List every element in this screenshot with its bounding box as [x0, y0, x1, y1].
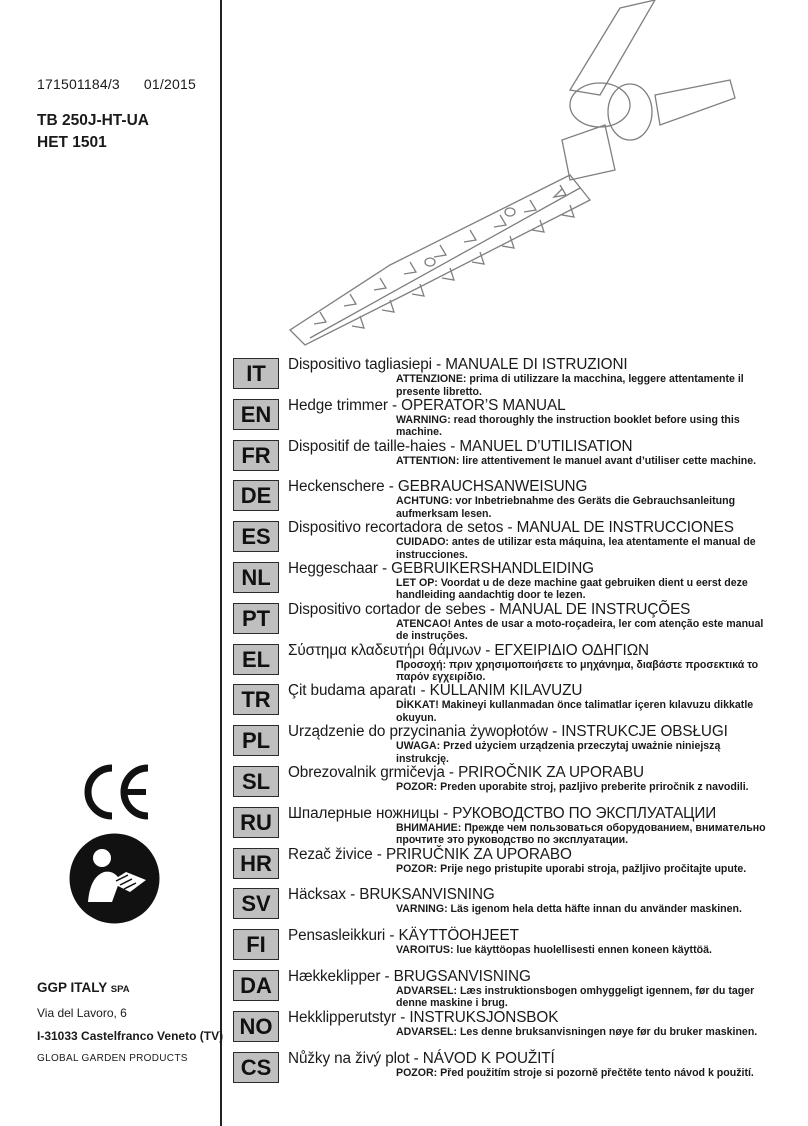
ce-mark-icon: [82, 762, 152, 822]
warning-text: LET OP: Voordat u de deze machine gaat gebruiken dient u eerst deze handleiding aandachtig door te lezen.: [396, 576, 748, 602]
warning-text: CUIDADO: antes de utilizar esta máquina, lea atentamente el manual de instrucciones.: [396, 536, 756, 561]
company-tagline: GLOBAL GARDEN PRODUCTS: [37, 1053, 188, 1064]
manual-title: Häcksax - BRUKSANVISNING: [288, 886, 495, 904]
manual-title: Heggeschaar - GEBRUIKERSHANDLEIDING: [288, 559, 594, 577]
manual-title: Dispositivo cortador de sebes - MANUAL DE INSTRUÇÕES: [288, 600, 691, 618]
language-code-badge: FI: [233, 929, 279, 960]
warning-text: POZOR: Prije nego pristupite uporabi stroja, pažljivo pročitajte upute.: [396, 862, 747, 875]
language-row-el: [233, 643, 793, 684]
manual-title: Nůžky na živý plot - NÁVOD K POUŽITÍ: [288, 1049, 555, 1067]
language-row-nl: [233, 561, 793, 602]
manual-title: Çit budama aparatı - KULLANIM KILAVUZU: [288, 682, 583, 700]
language-code-badge: HR: [233, 848, 279, 879]
language-row-de: [233, 479, 793, 520]
document-date: 01/2015: [143, 76, 196, 92]
language-row-ru: [233, 806, 793, 847]
language-code-badge: CS: [233, 1052, 279, 1083]
manual-title: Obrezovalnik grmičevja - PRIROČNIK ZA UPORABU: [288, 763, 644, 781]
vertical-divider: [220, 0, 222, 1126]
language-code-badge: PT: [233, 603, 279, 634]
language-row-fi: [233, 928, 793, 969]
warning-text: DİKKAT! Makineyi kullanmadan önce talimatlar içeren kılavuzu dikkatle okuyun.: [396, 699, 754, 724]
language-list: [233, 357, 793, 1091]
warning-text: ADVARSEL: Læs instruktionsbogen omhyggeligt igennem, før du tager denne maskine i brug.: [396, 984, 755, 1010]
warning-text: VAROITUS: lue käyttöopas huolellisesti ennen koneen käyttöä.: [396, 944, 712, 957]
document-number-line: [37, 76, 196, 92]
language-row-sv: [233, 887, 793, 928]
warning-text: POZOR: Preden uporabite stroj, pazljivo preberite priročnik z navodili.: [396, 780, 749, 793]
warning-text: ATENCAO! Antes de usar a moto-roçadeira, ler com atenção este manual de instruções.: [396, 617, 764, 643]
language-code-badge: ES: [233, 521, 279, 552]
company-street: Via del Lavoro, 6: [37, 1006, 127, 1020]
manual-title: Hekklipperutstyr - INSTRUKSJONSBOK: [288, 1008, 559, 1026]
language-row-pl: [233, 724, 793, 765]
language-code-badge: FR: [233, 440, 279, 471]
manual-title: Urządzenie do przycinania żywopłotów - INSTRUKCJE OBSŁUGI: [288, 723, 728, 741]
language-code-badge: IT: [233, 358, 279, 389]
manual-title: Hækkeklipper - BRUGSANVISNING: [288, 967, 531, 985]
language-code-badge: DA: [233, 970, 279, 1001]
language-code-badge: EN: [233, 399, 279, 430]
warning-text: ACHTUNG: vor Inbetriebnahme des Geräts die Gebrauchsanleitung aufmerksam lesen.: [396, 495, 736, 520]
language-row-es: [233, 520, 793, 561]
model-name: HET 1501: [37, 134, 107, 151]
company-name: GGP ITALY: [37, 980, 108, 995]
language-code-badge: RU: [233, 807, 279, 838]
language-row-pt: [233, 602, 793, 643]
manual-title: Pensasleikkuri - KÄYTTÖOHJEET: [288, 927, 519, 945]
manual-title: Σύστημα κλαδευτήρι θάμνων - ΕΓΧΕΙΡΙΔΙΟ ΟΔΗΓΙΩΝ: [288, 641, 649, 659]
company-name-line: [37, 980, 223, 995]
manual-title: Dispositivo recortadora de setos - MANUAL DE INSTRUCCIONES: [288, 519, 734, 537]
manual-title: Шпалерные ножницы - РУКОВОДСТВО ПО ЭКСПЛУАТАЦИИ: [288, 804, 717, 822]
language-row-sl: [233, 765, 793, 806]
language-row-no: [233, 1010, 793, 1051]
warning-text: Προσοχή: πριν χρησιμοποιήσετε το μηχάνημα, διαβάστε προσεκτικά το παρόν εγχειρίδιο.: [396, 658, 759, 684]
warning-text: ATTENTION: lire attentivement le manuel avant d’utiliser cette machine.: [396, 454, 757, 467]
company-suffix: SPA: [110, 984, 130, 995]
language-row-da: [233, 969, 793, 1010]
manual-title: Dispositif de taille-haies - MANUEL D’UTILISATION: [288, 437, 633, 455]
language-code-badge: PL: [233, 725, 279, 756]
manual-title: Dispositivo tagliasiepi - MANUALE DI ISTRUZIONI: [288, 356, 628, 373]
manual-title: Heckenschere - GEBRAUCHSANWEISUNG: [288, 478, 588, 496]
language-row-en: [233, 398, 793, 439]
hedge-trimmer-illustration: [270, 0, 790, 370]
company-block: [37, 980, 223, 1064]
read-manual-icon: [68, 832, 161, 925]
warning-text: VARNING: Läs igenom hela detta häfte innan du använder maskinen.: [396, 903, 742, 916]
company-city: I-31033 Castelfranco Veneto (TV): [37, 1029, 224, 1043]
manual-title: Rezač živice - PRIRUČNIK ZA UPORABO: [288, 845, 572, 863]
language-code-badge: DE: [233, 480, 279, 511]
language-row-fr: [233, 439, 793, 480]
language-code-badge: NL: [233, 562, 279, 593]
language-code-badge: NO: [233, 1011, 279, 1042]
model-list: [37, 110, 149, 154]
language-row-cs: [233, 1051, 793, 1092]
warning-text: UWAGA: Przed użyciem urządzenia przeczytaj uważnie niniejszą instrukcję.: [396, 740, 721, 765]
language-code-badge: TR: [233, 684, 279, 715]
warning-text: WARNING: read thoroughly the instruction booklet before using this machine.: [396, 413, 740, 439]
language-row-it: [233, 357, 793, 398]
language-code-badge: SL: [233, 766, 279, 797]
manual-title: Hedge trimmer - OPERATOR’S MANUAL: [288, 396, 566, 414]
warning-text: POZOR: Před použitím stroje si pozorně přečtěte tento návod k použití.: [396, 1066, 754, 1079]
language-row-tr: [233, 683, 793, 724]
warning-text: ВНИМАНИЕ: Прежде чем пользоваться оборудованием, внимательно прочтите это руководство по эксплуатации.: [396, 821, 766, 847]
language-code-badge: EL: [233, 644, 279, 675]
language-row-hr: [233, 847, 793, 888]
document-number: 171501184/3: [37, 76, 120, 92]
warning-text: ADVARSEL: Les denne bruksanvisningen nøye før du bruker maskinen.: [396, 1025, 758, 1038]
warning-text: ATTENZIONE: prima di utilizzare la macchina, leggere attentamente il presente libretto.: [396, 373, 744, 398]
language-code-badge: SV: [233, 888, 279, 919]
model-name: TB 250J-HT-UA: [37, 112, 149, 129]
